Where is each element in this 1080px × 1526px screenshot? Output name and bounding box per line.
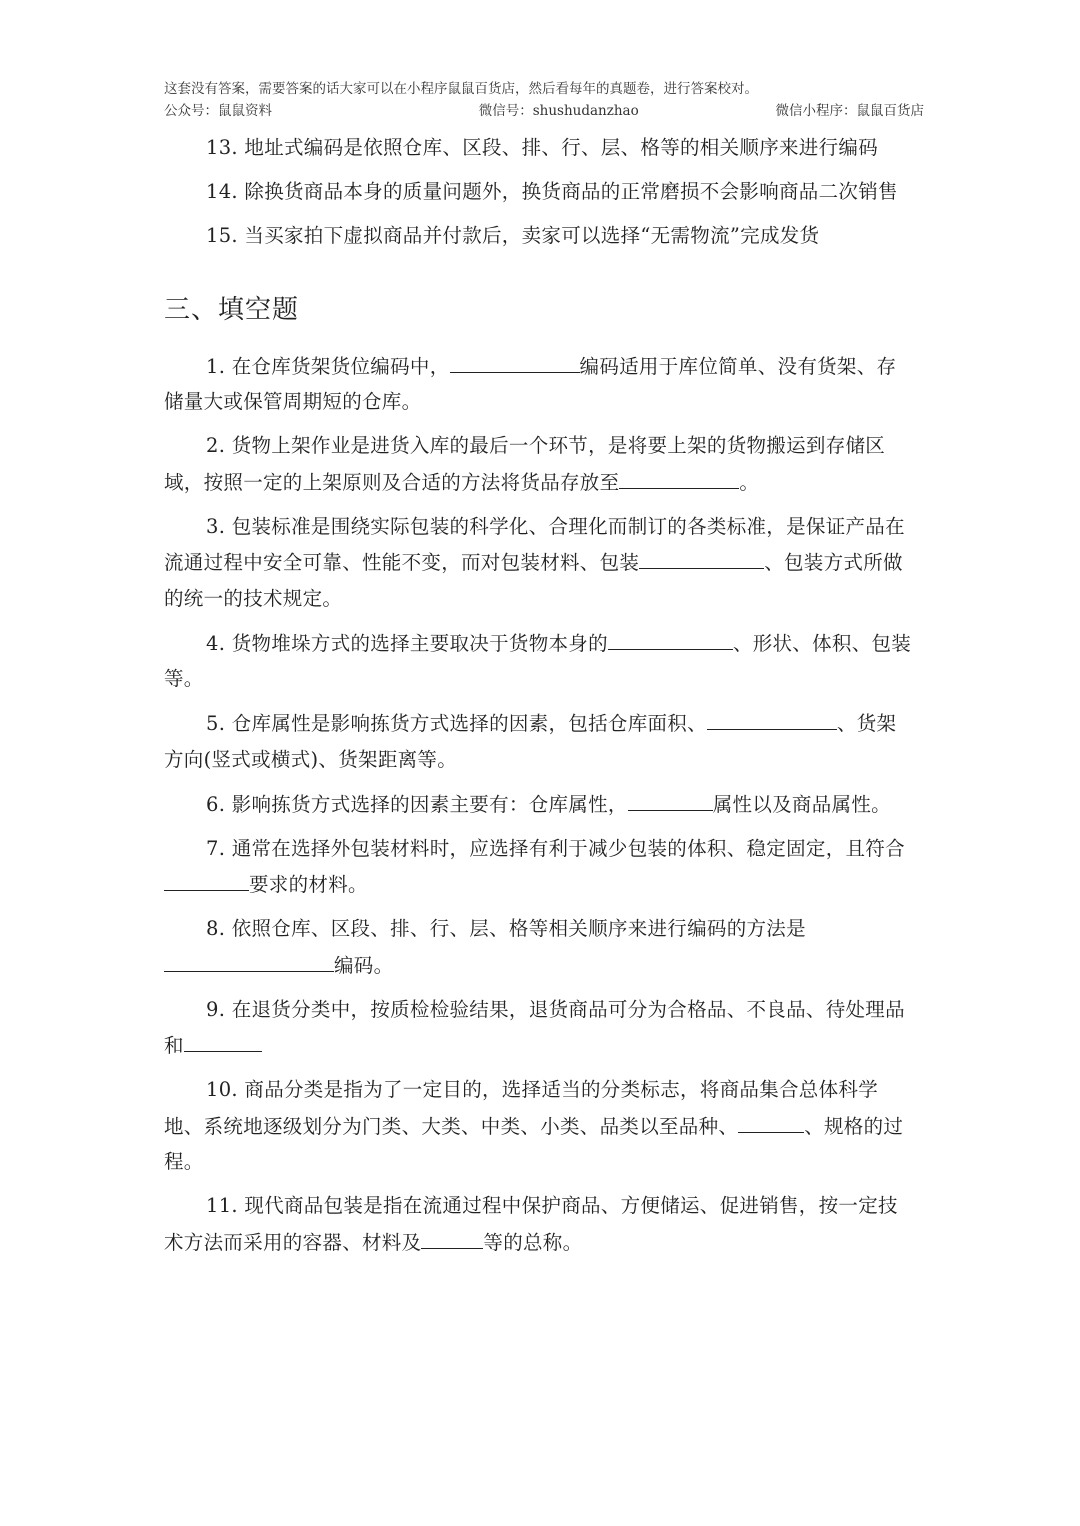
fill-q2-text: 2. 货物上架作业是进货入库的最后一个环节，是将要上架的货物搬运到存储区域，按照一定的上架原则及合适的方法将货品存放至 xyxy=(164,434,886,494)
answer-blank xyxy=(628,786,713,811)
fill-q8-text: 8. 依照仓库、区段、排、行、层、格等相关顺序来进行编码的方法是 xyxy=(206,917,806,940)
fill-q1-text: 1. 在仓库货架货位编码中， xyxy=(206,354,450,378)
fill-q9-text: 9. 在退货分类中，按质检检验结果，退货商品可分为合格品、不良品、待处理品和 xyxy=(164,997,905,1057)
fill-q3 xyxy=(164,509,916,617)
fill-q8 xyxy=(164,911,916,983)
answer-blank xyxy=(738,1108,804,1133)
answer-blank xyxy=(164,866,249,891)
answer-blank xyxy=(184,1027,262,1052)
fill-q11-text-end: 等的总称。 xyxy=(483,1230,583,1254)
fill-q5-text-end: 、货架方向(竖式或横式)、货架距离等。 xyxy=(164,712,897,771)
fill-q3-text: 3. 包装标准是围绕实际包装的科学化、合理化而制订的各类标准，是保证产品在流通过程中安全可靠、性能不变，而对包装材料、包装 xyxy=(164,514,905,574)
answer-blank xyxy=(707,705,837,730)
fill-q5 xyxy=(164,705,916,777)
answer-blank xyxy=(450,348,580,373)
fill-q10-text: 10. 商品分类是指为了一定目的，选择适当的分类标志，将商品集合总体科学地、系统地逐级划分为门类、大类、中类、小类、品类以至品种、 xyxy=(164,1078,879,1138)
fill-q6-text: 6. 影响拣货方式选择的因素主要有：仓库属性， xyxy=(206,792,628,816)
fill-q11 xyxy=(164,1188,916,1260)
header-mini-program: 微信小程序：鼠鼠百货店 xyxy=(775,103,924,119)
fill-q9 xyxy=(164,992,916,1064)
fill-q2-text-end: 。 xyxy=(739,470,760,494)
fill-q7-text-end: 要求的材料。 xyxy=(249,873,368,896)
header-notice: 这套没有答案，需要答案的话大家可以在小程序鼠鼠百货店，然后看每年的真题卷，进行答案校对。 xyxy=(164,81,758,97)
fill-q1-text-end: 编码适用于库位简单、没有货架、存储量大或保管周期短的仓库。 xyxy=(164,354,897,413)
document-body xyxy=(164,130,916,1269)
fill-q2 xyxy=(164,428,916,500)
answer-blank xyxy=(164,947,334,972)
answer-blank xyxy=(421,1224,483,1249)
fill-q6 xyxy=(164,786,916,823)
judgment-q13: 13. 地址式编码是依照仓库、区段、排、行、层、格等的相关顺序来进行编码 xyxy=(206,136,879,159)
judgment-q14: 14. 除换货商品本身的质量问题外，换货商品的正常磨损不会影响商品二次销售 xyxy=(206,180,898,203)
page-header xyxy=(164,78,924,122)
header-public-account: 公众号：鼠鼠资料 xyxy=(164,103,272,119)
fill-q6-text-end: 属性以及商品属性。 xyxy=(712,792,891,816)
header-contact-row xyxy=(164,100,924,122)
fill-q10 xyxy=(164,1072,916,1180)
section-title: 三、填空题 xyxy=(164,294,300,325)
judgment-q15: 15. 当买家拍下虚拟商品并付款后，卖家可以选择“无需物流”完成发货 xyxy=(206,224,820,247)
fill-q8-text-end: 编码。 xyxy=(334,953,394,977)
fill-q4 xyxy=(164,625,916,697)
header-wechat-id: 微信号：shushudanzhao xyxy=(478,103,639,119)
fill-q10-text-end: 、规格的过程。 xyxy=(164,1114,904,1173)
fill-q11-text: 11. 现代商品包装是指在流通过程中保护商品、方便储运、促进销售，按一定技术方法而采用的容器、材料及 xyxy=(164,1194,898,1254)
answer-blank xyxy=(608,625,733,650)
fill-q5-text: 5. 仓库属性是影响拣货方式选择的因素，包括仓库面积、 xyxy=(206,712,707,735)
fill-q7 xyxy=(164,831,916,903)
fill-q4-text-end: 、形状、体积、包装等。 xyxy=(164,631,912,690)
fill-q7-text: 7. 通常在选择外包装材料时，应选择有利于减少包装的体积、稳定固定，且符合 xyxy=(206,836,905,860)
fill-q1 xyxy=(164,348,916,420)
answer-blank xyxy=(619,464,739,489)
fill-q3-text-end: 、包装方式所做的统一的技术规定。 xyxy=(164,551,903,610)
answer-blank xyxy=(639,544,764,569)
fill-q4-text: 4. 货物堆垛方式的选择主要取决于货物本身的 xyxy=(206,631,608,655)
